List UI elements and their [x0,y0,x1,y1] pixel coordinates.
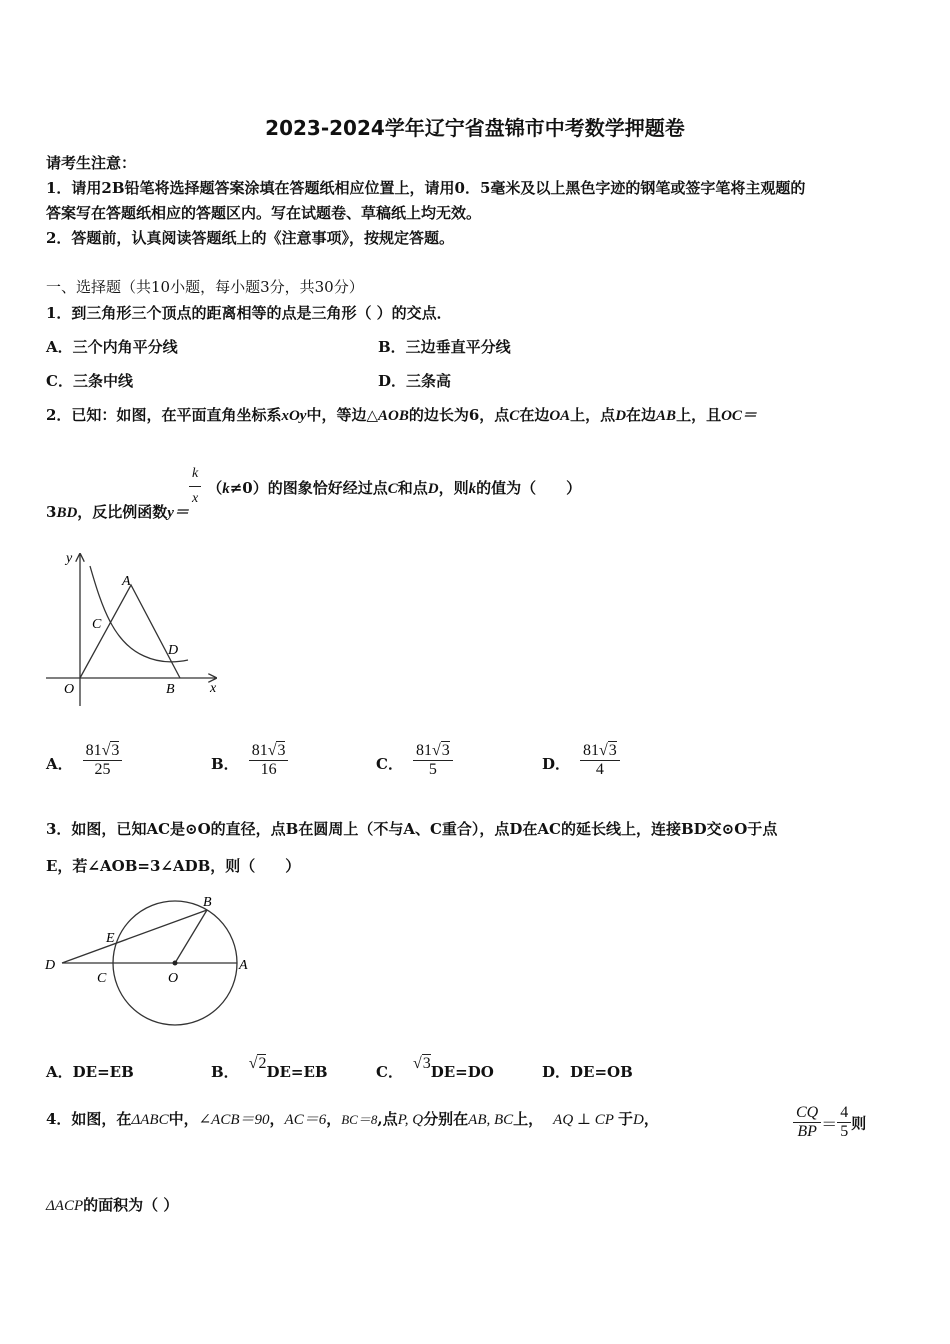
q3-stem-line-1: 3．如图，已知AC是⊙O的直径，点B在圆周上（不与A、C重合），点D在AC的延长线上，连接BD交⊙O于点 [46,820,778,838]
q3-figure [44,890,254,1028]
q1-option-d: D．三条高 [378,372,452,390]
q2-option-a: A． $\frac{81√3}{25}$ [46,742,122,780]
label-a: A [239,958,248,973]
q3-option-c: C． √3DE=DO [376,1055,494,1081]
q1-stem: 1．到三角形三个顶点的距离相等的点是三角形（ ）的交点． [46,304,452,322]
q4-stem-line-2: ΔACP的面积为（ ） [46,1196,179,1214]
label-c: C [92,617,102,632]
q1-option-b: B．三边垂直平分线 [378,338,511,356]
label-e: E [106,931,115,946]
label-x: x [210,681,217,696]
q3-stem-line-2: E，若∠AOB=3∠ADB，则（ ） [46,857,301,875]
label-c: C [97,971,107,986]
q4-stem-line-1: 4．如图，在ΔABC中，∠ACB＝90，AC＝6，BC＝8,点P, Q分别在AB, BC上， AQ ⊥ CP 于D， [46,1110,659,1128]
notice-line-1: 1．请用2B铅笔将选择题答案涂填在答题纸相应位置上，请用0．5毫米及以上黑色字迹的钢笔或签字笔将主观题的 [46,179,806,197]
q3-option-b: B． √2DE=EB [211,1055,328,1081]
q1-option-a: A．三个内角平分线 [46,338,178,356]
label-y: y [66,551,73,566]
notice-line-2: 2．答题前，认真阅读答题纸上的《注意事项》，按规定答题。 [46,229,454,247]
q2-stem-line-1: 2．已知：如图，在平面直角坐标系xOy中，等边△AOB的边长为6，点C在边OA上，点D在边AB上，且OC＝ [46,406,757,424]
q1-option-c: C．三条中线 [46,372,133,390]
q2-fraction-k-over-x: $\frac{k}{x}$ [189,466,201,507]
page-title: 2023-2024学年辽宁省盘锦市中考数学押题卷 [265,116,685,140]
q4-ratio: $\frac{CQ}{BP}$ ＝ $\frac{4}{5}$ 则 [793,1104,866,1142]
notice-heading: 请考生注意： [46,154,137,172]
notice-line-1b: 答案写在答题纸相应的答题区内。写在试题卷、草稿纸上均无效。 [46,204,482,222]
label-b: B [166,682,175,697]
q2-figure [44,548,224,713]
label-d: D [168,643,179,658]
center-dot [173,961,178,966]
label-o: O [64,682,75,697]
q2-stem-line-2: 3BD，反比例函数y＝ $\frac{k}{x}$ （k≠0）的图象恰好经过点C和点D，则k的值为（ ） [46,466,582,521]
q3-option-a: A．DE=EB [46,1063,134,1081]
label-b: B [203,895,212,910]
q2-option-c: C． $\frac{81√3}{5}$ [376,742,453,780]
label-o: O [168,971,179,986]
label-a: A [122,574,131,589]
section-heading: 一、选择题（共10小题，每小题3分，共30分） [46,278,364,296]
label-d: D [45,958,56,973]
q2-option-b: B． $\frac{81√3}{16}$ [211,742,288,780]
q3-option-d: D．DE=OB [542,1063,633,1081]
line-ob [175,910,207,963]
q2-option-d: D． $\frac{81√3}{4}$ [542,742,620,780]
line-db [62,910,207,963]
